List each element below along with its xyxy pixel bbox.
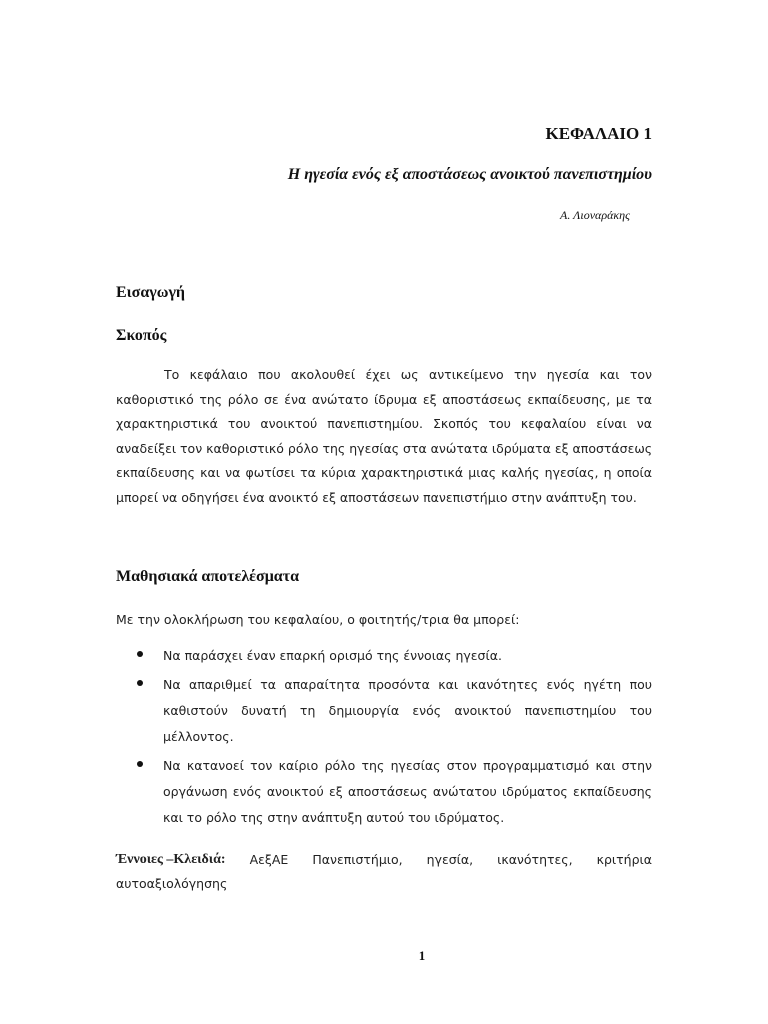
paragraph-line: εκπαίδευσης και να φωτίσει τα κύρια χαρακτηριστικά μιας καλής ηγεσίας, η οποία bbox=[116, 465, 652, 480]
list-item bbox=[132, 672, 652, 750]
chapter-heading: ΚΕΦΑΛΑΙΟ 1 bbox=[545, 124, 652, 143]
author-name: Α. Λιοναράκης bbox=[560, 208, 630, 222]
paragraph-line: μπορεί να οδηγήσει ένα ανοικτό εξ αποστάσεων πανεπιστήμιο στην ανάπτυξη του. bbox=[116, 489, 637, 505]
paragraph-line: Το κεφάλαιο που ακολουθεί έχει ως αντικείμενο την ηγεσία και τον bbox=[164, 367, 652, 382]
learning-outcomes-heading: Μαθησιακά αποτελέσματα bbox=[116, 568, 300, 585]
key-concepts-label: Έννοιες –Κλειδιά: bbox=[116, 852, 226, 867]
paragraph-line: χαρακτηριστικά του ανοικτού πανεπιστημίου. Σκοπός του κεφαλαίου είναι να bbox=[116, 416, 652, 431]
list-item bbox=[132, 753, 652, 831]
key-concept-term: ηγεσία, bbox=[426, 852, 474, 867]
introduction-heading: Εισαγωγή bbox=[116, 284, 186, 301]
bullet-icon bbox=[137, 761, 143, 767]
key-concept-term: κριτήρια bbox=[596, 852, 652, 867]
outcomes-lead-text: Με την ολοκλήρωση του κεφαλαίου, ο φοιτητής/τρια θα μπορεί: bbox=[116, 612, 520, 627]
bullet-icon bbox=[137, 651, 143, 657]
key-concept-term: ΑεξΑΕ bbox=[249, 852, 289, 867]
list-item-line: Να κατανοεί τον καίριο ρόλο της ηγεσίας στον προγραμματισμό και στην bbox=[163, 758, 652, 773]
paragraph-line: αναδείξει τον καθοριστικό ρόλο της ηγεσίας στα ανώτατα ιδρύματα εξ αποστάσεως bbox=[116, 440, 653, 456]
page-number: 1 bbox=[418, 948, 426, 963]
list-item-line: μέλλοντος. bbox=[163, 729, 234, 744]
list-item-line: Να απαριθμεί τα απαραίτητα προσόντα και ικανότητες ενός ηγέτη που bbox=[163, 677, 652, 692]
key-concept-term: ικανότητες, bbox=[497, 852, 573, 867]
list-item-line: Να παράσχει έναν επαρκή ορισμό της έννοιας ηγεσία. bbox=[163, 648, 502, 663]
key-concepts bbox=[116, 848, 652, 896]
bullet-icon bbox=[137, 680, 143, 686]
paragraph-line: καθοριστικό της ρόλο σε ένα ανώτατο ίδρυμα εξ αποστάσεως εκπαίδευσης, με τα bbox=[116, 391, 652, 407]
key-concept-term: Πανεπιστήμιο, bbox=[312, 852, 403, 867]
list-item-line: οργάνωση ενός ανοικτού εξ αποστάσεως ανώτατου ιδρύματος εκπαίδευσης bbox=[163, 784, 652, 799]
purpose-paragraph bbox=[116, 363, 652, 510]
chapter-title: Η ηγεσία ενός εξ αποστάσεως ανοικτού πανεπιστημίου bbox=[287, 166, 652, 183]
outcomes-list bbox=[132, 643, 652, 831]
list-item-line: καθιστούν δυνατή τη δημιουργία ενός ανοικτού πανεπιστημίου του bbox=[163, 703, 652, 718]
key-concept-term: αυτοαξιολόγησης bbox=[116, 876, 228, 891]
purpose-heading: Σκοπός bbox=[116, 327, 167, 344]
list-item-line: και το ρόλο της στην ανάπτυξη αυτού του ιδρύματος. bbox=[163, 810, 505, 825]
list-item bbox=[132, 643, 652, 669]
